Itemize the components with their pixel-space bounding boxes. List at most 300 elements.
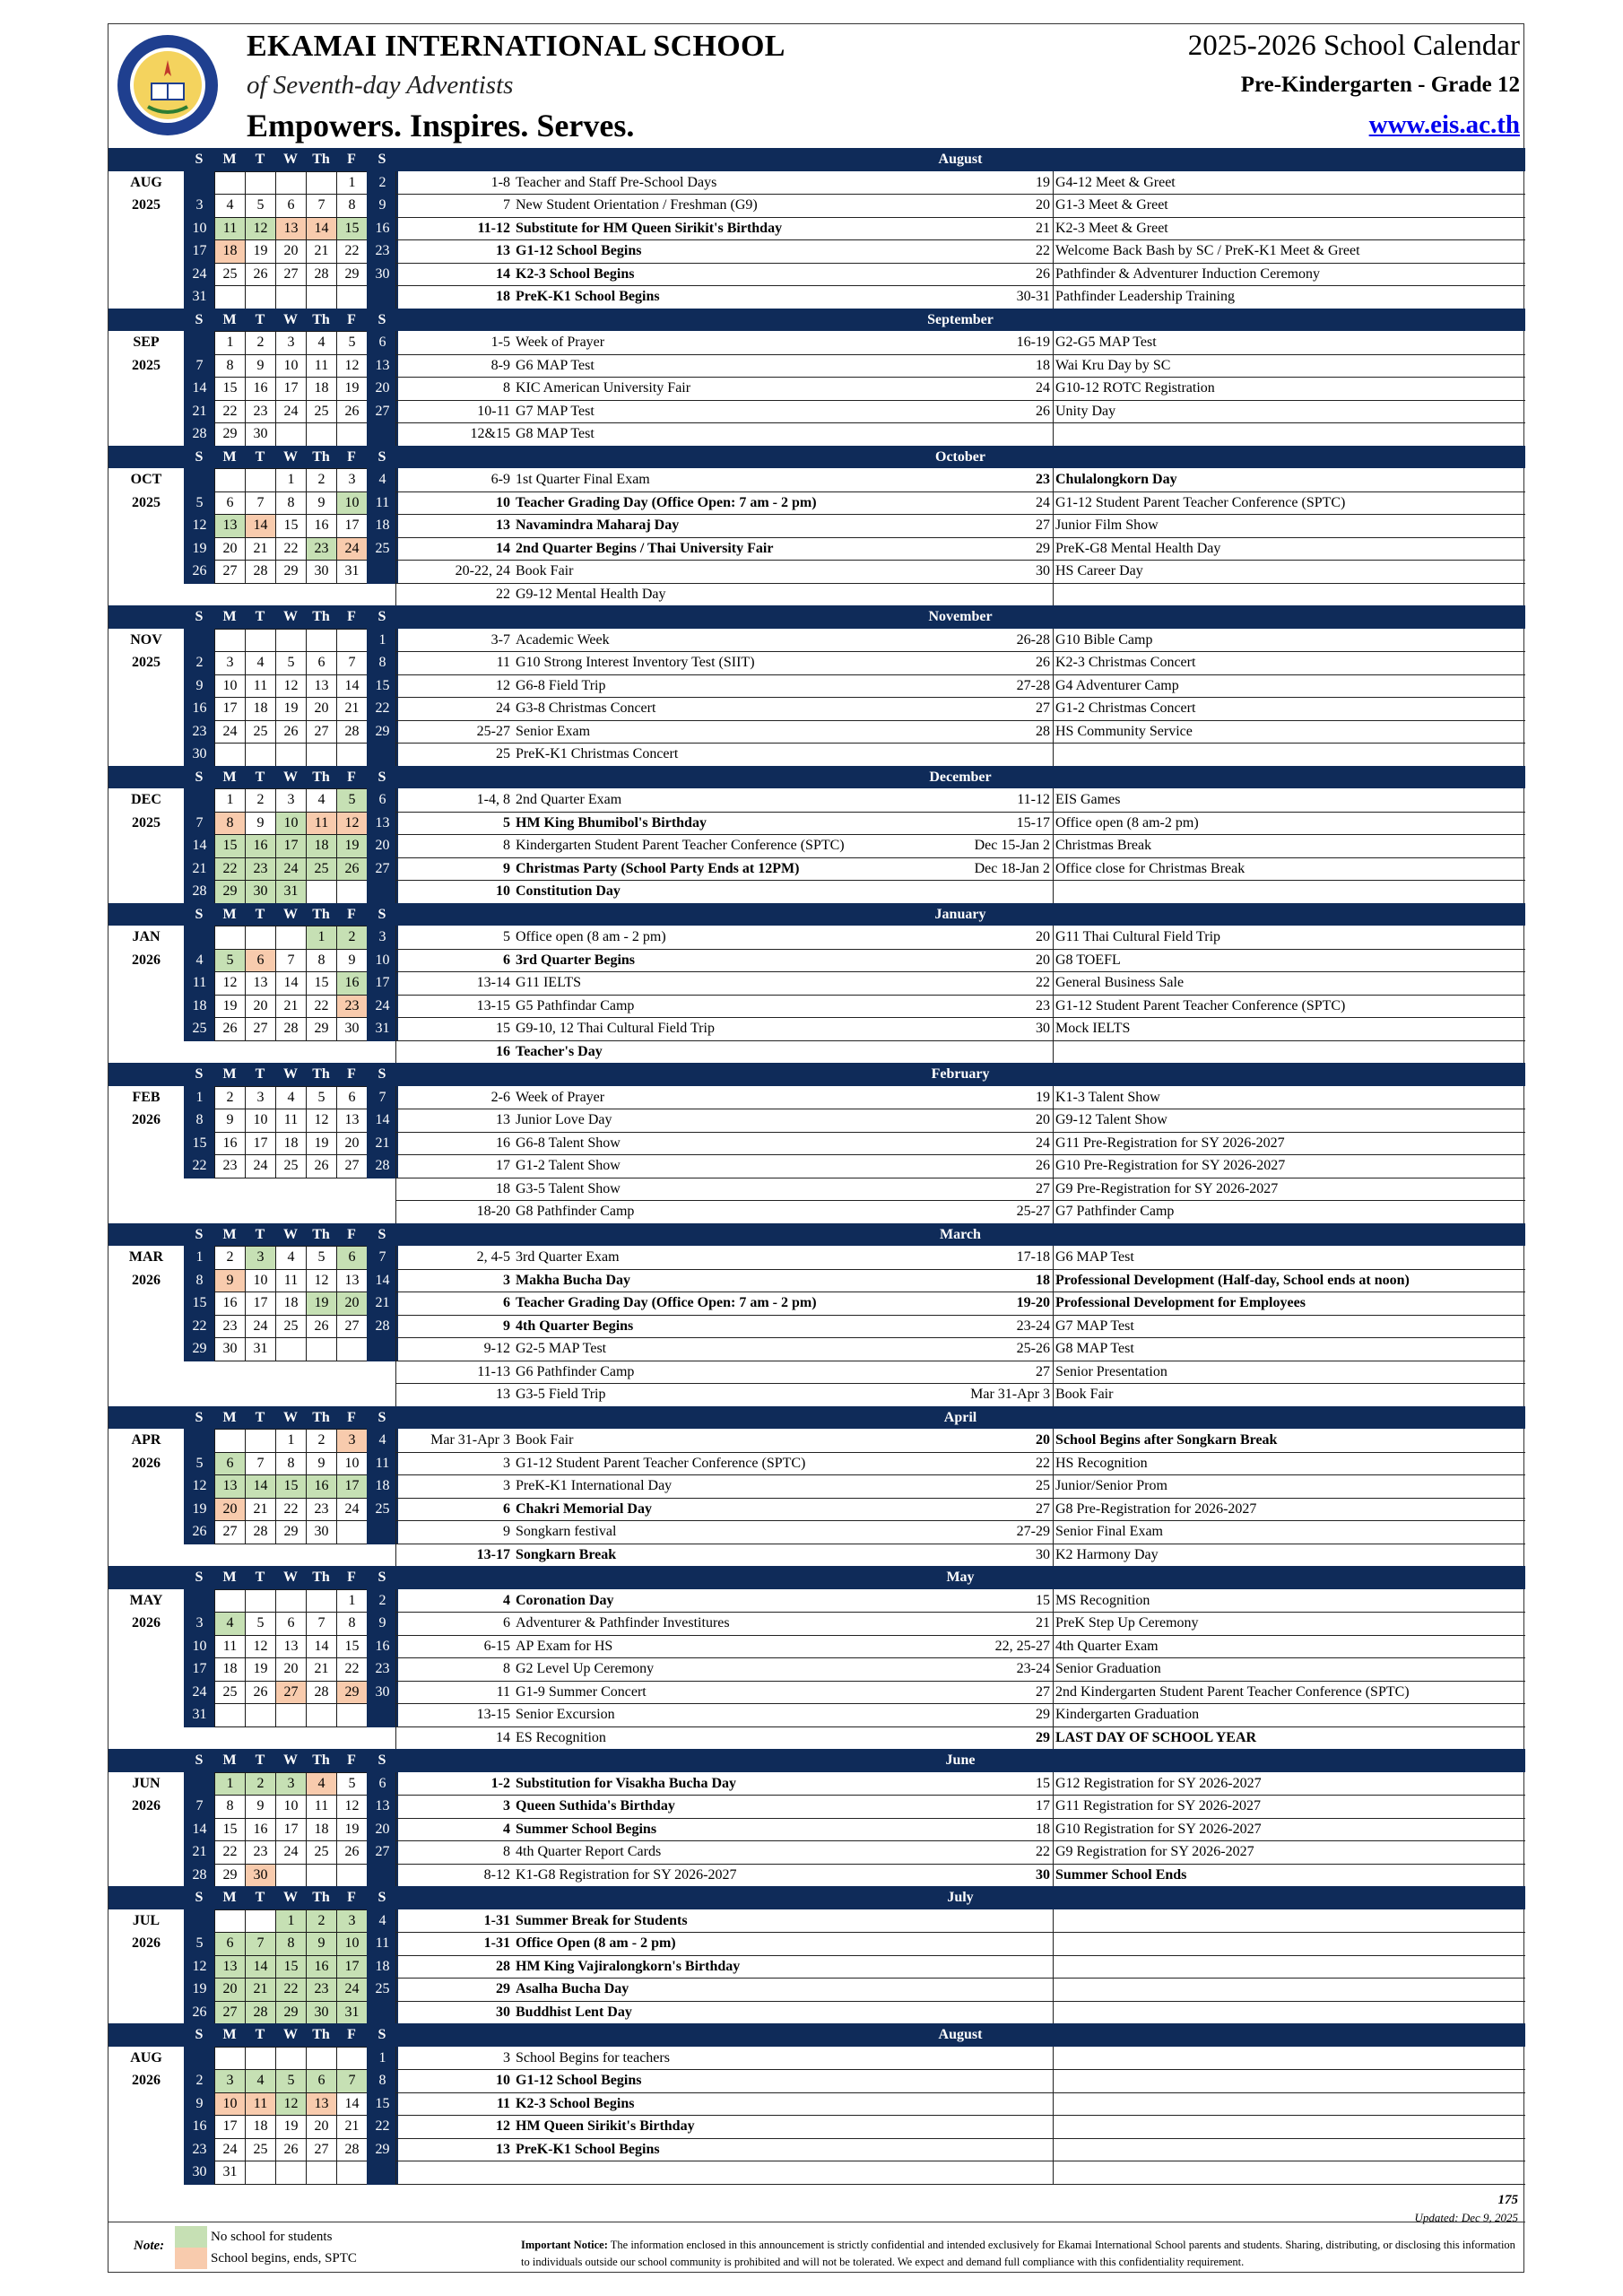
day-cell: 4	[367, 1909, 398, 1934]
right-event-date: 27	[1036, 1363, 1050, 1379]
left-event-text: 4th Quarter Report Cards	[516, 1844, 662, 1859]
day-cell: 16	[306, 1955, 337, 1979]
day-cell: 6	[214, 1932, 246, 1956]
day-cell: 7	[306, 1612, 337, 1636]
weekday-header: S	[195, 2027, 204, 2042]
right-event-date: 27-28	[1016, 677, 1050, 693]
day-cell: 10	[275, 1795, 307, 1819]
left-event-date: 8	[503, 1661, 510, 1676]
weekday-header: T	[255, 769, 265, 785]
month-section	[108, 1749, 1525, 1886]
day-cell: 23	[245, 857, 276, 882]
left-event-date: 18	[496, 289, 510, 304]
day-cell: 19	[336, 834, 368, 858]
day-cell: 20	[367, 1818, 398, 1842]
day-cell: 14	[336, 2092, 368, 2117]
day-cell: 12	[184, 1474, 215, 1499]
weekday-header: Th	[312, 1752, 330, 1768]
day-cell: 8	[184, 1269, 215, 1293]
weekday-header: Th	[312, 1890, 330, 1905]
day-cell	[275, 629, 307, 653]
weekday-header: M	[222, 311, 237, 327]
day-cell: 17	[275, 1818, 307, 1842]
day-cell: 3	[184, 1612, 215, 1636]
day-cell: 20	[306, 2115, 337, 2139]
month-title: April	[943, 1409, 977, 1425]
day-cell: 31	[245, 1337, 276, 1361]
day-cell: 19	[184, 1978, 215, 2002]
right-event-date: 27	[1036, 700, 1050, 716]
day-cell	[184, 331, 215, 355]
day-cell: 6	[306, 651, 337, 675]
right-event-date: 17	[1036, 1798, 1050, 1813]
weekday-header: F	[347, 1570, 356, 1585]
day-cell: 26	[214, 1017, 246, 1041]
left-event-text: Office open (8 am - 2 pm)	[516, 929, 666, 944]
right-event-date: 29	[1036, 540, 1050, 556]
day-cell: 7	[245, 491, 276, 516]
left-event-date: 5	[503, 814, 510, 831]
right-event-text: Professional Development for Employees	[1055, 1295, 1306, 1310]
day-cell	[275, 2047, 307, 2071]
left-event-text: G9-10, 12 Thai Cultural Field Trip	[516, 1021, 715, 1036]
day-cell: 19	[214, 995, 246, 1019]
day-cell: 10	[275, 354, 307, 378]
right-event-date: 17-18	[1016, 1249, 1050, 1265]
day-cell: 14	[367, 1269, 398, 1293]
left-event-text: 2nd Quarter Exam	[516, 792, 622, 807]
month-section	[108, 903, 1525, 1064]
event-row-line	[395, 2184, 1525, 2185]
day-cell: 5	[184, 1932, 215, 1956]
day-cell: 11	[275, 1269, 307, 1293]
weekday-header: W	[283, 1226, 298, 1242]
weekday-header: M	[222, 1226, 237, 1242]
left-event-date: 18-20	[476, 1204, 510, 1219]
day-cell: 11	[245, 2092, 276, 2117]
day-cell: 21	[184, 400, 215, 424]
day-cell: 9	[214, 1109, 246, 1133]
day-cell: 6	[336, 1246, 368, 1270]
day-cell	[245, 171, 276, 196]
day-cell: 23	[336, 995, 368, 1019]
weekday-header: S	[195, 152, 204, 167]
left-event-text: Academic Week	[516, 631, 610, 648]
day-cell: 5	[184, 1452, 215, 1476]
day-cell	[214, 468, 246, 492]
day-cell: 12	[275, 2092, 307, 2117]
day-cell: 31	[367, 1017, 398, 1041]
month-label: JAN	[132, 929, 161, 944]
day-cell: 14	[245, 514, 276, 538]
left-event-date: 2, 4-5	[476, 1249, 510, 1265]
day-cell: 22	[275, 1978, 307, 2002]
day-cell: 2	[306, 468, 337, 492]
left-event-date: 16	[496, 1135, 510, 1151]
left-event-text: PreK-K1 School Begins	[516, 2141, 660, 2157]
weekday-header: Th	[312, 609, 330, 624]
day-cell: 30	[184, 2161, 215, 2185]
day-cell: 30	[245, 880, 276, 904]
day-cell: 9	[245, 1795, 276, 1819]
grade-range: Pre-Kindergarten - Grade 12	[1240, 73, 1520, 97]
day-cell: 12	[245, 217, 276, 241]
day-cell	[367, 2161, 398, 2185]
day-cell	[245, 285, 276, 309]
day-cell: 24	[275, 400, 307, 424]
day-cell: 2	[184, 651, 215, 675]
school-motto: Empowers. Inspires. Serves.	[247, 108, 635, 144]
day-cell: 7	[367, 1246, 398, 1270]
weekday-header: F	[347, 769, 356, 785]
right-event-date: 25-26	[1016, 1341, 1050, 1356]
left-event-text: Teacher's Day	[516, 1043, 603, 1059]
left-event-text: 2nd Quarter Begins / Thai University Fair	[516, 540, 774, 556]
weekday-header: F	[347, 1890, 356, 1905]
legend-green-label: No school for students	[211, 2230, 333, 2244]
day-cell: 30	[367, 263, 398, 287]
left-event-date: 16	[496, 1043, 510, 1059]
day-cell: 17	[245, 1292, 276, 1316]
event-column-divider	[1053, 171, 1054, 309]
day-cell: 18	[367, 514, 398, 538]
right-event-date: Dec 15-Jan 2	[974, 838, 1050, 853]
weekday-header: S	[378, 311, 386, 327]
weekday-header: S	[378, 1226, 386, 1242]
left-event-date: 14	[496, 265, 510, 282]
left-event-text: G6 Pathfinder Camp	[516, 1363, 635, 1379]
day-cell: 29	[214, 1864, 246, 1888]
day-cell: 21	[245, 1978, 276, 2002]
day-cell	[214, 285, 246, 309]
month-label: MAR	[128, 1249, 164, 1265]
day-cell: 15	[275, 1955, 307, 1979]
day-cell: 10	[184, 1635, 215, 1659]
month-year: 2025	[132, 655, 161, 670]
day-cell: 3	[214, 651, 246, 675]
confidentiality-notice	[521, 2237, 1518, 2271]
legend-note-label: Note:	[134, 2239, 165, 2253]
weekday-header: Th	[312, 1066, 330, 1082]
day-cell: 7	[336, 2069, 368, 2093]
right-event-date: 27	[1036, 1500, 1050, 1517]
right-event-text: LAST DAY OF SCHOOL YEAR	[1055, 1729, 1257, 1745]
day-cell: 17	[275, 377, 307, 401]
left-event-date: 8	[503, 838, 510, 853]
left-event-date: 4	[503, 1821, 510, 1837]
month-header-bar	[108, 1886, 1525, 1909]
day-cell: 26	[184, 1520, 215, 1544]
right-event-date: Dec 18-Jan 2	[974, 860, 1050, 876]
day-cell: 27	[336, 1154, 368, 1178]
left-event-text: 1st Quarter Final Exam	[516, 472, 650, 487]
day-cell: 1	[367, 2047, 398, 2071]
month-title: November	[928, 609, 993, 624]
day-cell: 19	[245, 239, 276, 264]
right-event-text: G7 MAP Test	[1055, 1318, 1134, 1334]
day-cell: 1	[275, 468, 307, 492]
left-event-date: 3	[503, 1272, 510, 1288]
right-event-text: Christmas Break	[1055, 838, 1152, 853]
weekday-header: Th	[312, 769, 330, 785]
left-event-text: Makha Bucha Day	[516, 1272, 631, 1288]
day-cell: 10	[245, 1269, 276, 1293]
day-cell: 24	[336, 1978, 368, 2002]
weekday-header: M	[222, 1409, 237, 1425]
right-event-text: G1-3 Meet & Greet	[1055, 197, 1168, 213]
day-cell: 22	[184, 1315, 215, 1339]
left-event-date: 11	[496, 2095, 510, 2111]
month-year: 2025	[132, 494, 161, 510]
month-year: 2026	[132, 1272, 161, 1288]
day-cell	[214, 171, 246, 196]
day-cell: 7	[184, 1795, 215, 1819]
left-event-text: Constitution Day	[516, 883, 621, 899]
month-header-bar	[108, 1749, 1525, 1772]
day-cell: 5	[275, 651, 307, 675]
weekday-header: M	[222, 152, 237, 167]
day-cell: 29	[275, 2001, 307, 2025]
right-event-text: G12 Registration for SY 2026-2027	[1055, 1775, 1262, 1791]
left-event-text: Substitution for Visakha Bucha Day	[516, 1775, 736, 1791]
day-cell: 2	[214, 1086, 246, 1110]
day-cell	[184, 1589, 215, 1613]
day-cell	[245, 1589, 276, 1613]
day-cell: 26	[184, 560, 215, 584]
day-cell: 4	[275, 1086, 307, 1110]
day-cell: 6	[336, 1086, 368, 1110]
left-event-date: 25-27	[476, 723, 510, 739]
day-cell: 29	[214, 880, 246, 904]
weekday-header: M	[222, 2027, 237, 2042]
day-cell: 16	[245, 377, 276, 401]
left-event-date: 12&15	[470, 426, 510, 441]
day-cell: 3	[245, 1246, 276, 1270]
day-cell: 6	[214, 491, 246, 516]
left-event-text: G6-8 Talent Show	[516, 1135, 621, 1151]
left-event-text: G1-12 School Begins	[516, 2073, 642, 2088]
left-event-date: 3	[503, 1798, 510, 1813]
weekday-header: S	[378, 1066, 386, 1082]
day-cell: 11	[367, 1452, 398, 1476]
left-event-date: 5	[503, 929, 510, 944]
right-event-date: 15-17	[1016, 814, 1050, 831]
event-column-divider	[1053, 788, 1054, 903]
day-cell: 13	[245, 971, 276, 996]
right-event-date: 30	[1036, 1546, 1050, 1562]
month-header-bar	[108, 309, 1525, 332]
legend-orange-swatch	[175, 2248, 207, 2269]
day-cell: 2	[306, 1909, 337, 1934]
day-cell: 19	[184, 537, 215, 561]
day-cell: 23	[184, 720, 215, 744]
day-cell: 18	[306, 1818, 337, 1842]
right-event-date: 11-12	[1017, 792, 1050, 807]
weekday-header: T	[255, 1752, 265, 1768]
month-header-bar	[108, 1223, 1525, 1247]
month-label: AUG	[130, 174, 162, 190]
right-event-text: G1-12 Student Parent Teacher Conference (SPTC)	[1055, 997, 1346, 1013]
day-cell: 11	[367, 1932, 398, 1956]
left-event-text: G1-12 Student Parent Teacher Conference (SPTC)	[516, 1455, 806, 1471]
weekday-header: F	[347, 609, 356, 624]
weekday-header: W	[283, 1066, 298, 1082]
day-cell: 5	[275, 2069, 307, 2093]
weekday-header: W	[283, 609, 298, 624]
weekday-header: Th	[312, 906, 330, 922]
day-cell: 21	[336, 697, 368, 721]
left-event-date: 6-9	[490, 472, 510, 487]
day-cell: 27	[245, 1017, 276, 1041]
left-event-text: Summer School Begins	[516, 1821, 657, 1837]
day-cell: 5	[306, 1246, 337, 1270]
day-cell: 8	[275, 1932, 307, 1956]
day-cell: 27	[214, 2001, 246, 2025]
day-cell: 9	[184, 2092, 215, 2117]
right-event-date: 27	[1036, 517, 1050, 533]
left-event-text: New Student Orientation / Freshman (G9)	[516, 197, 758, 213]
day-cell: 28	[367, 1315, 398, 1339]
day-cell: 21	[245, 537, 276, 561]
day-cell: 9	[306, 1452, 337, 1476]
day-cell: 6	[245, 949, 276, 973]
day-cell: 12	[184, 514, 215, 538]
day-cell: 23	[367, 239, 398, 264]
day-cell: 6	[275, 194, 307, 218]
month-header-bar	[108, 1566, 1525, 1589]
day-cell: 31	[275, 880, 307, 904]
day-cell	[184, 468, 215, 492]
right-event-date: 27-29	[1016, 1524, 1050, 1539]
day-cell: 2	[367, 1589, 398, 1613]
day-cell: 31	[336, 2001, 368, 2025]
right-event-date: 25-27	[1016, 1204, 1050, 1219]
event-column-divider	[1053, 926, 1054, 1063]
weekday-header: F	[347, 1409, 356, 1425]
month-header-bar	[108, 148, 1525, 171]
weekday-header: F	[347, 1226, 356, 1242]
left-event-date: 1-31	[483, 1912, 510, 1928]
day-cell: 25	[367, 1978, 398, 2002]
weekday-header: S	[378, 1570, 386, 1585]
month-section	[108, 2023, 1525, 2184]
website-link[interactable]: www.eis.ac.th	[1368, 110, 1520, 139]
day-cell: 12	[275, 674, 307, 699]
month-section	[108, 605, 1525, 766]
event-column-divider	[1053, 331, 1054, 446]
day-cell	[214, 629, 246, 653]
day-cell: 26	[336, 857, 368, 882]
weekday-header: Th	[312, 448, 330, 465]
month-header-bar	[108, 1063, 1525, 1086]
event-column-divider	[1053, 1429, 1054, 1566]
day-cell: 28	[245, 2001, 276, 2025]
right-event-text: G1-12 Student Parent Teacher Conference (SPTC)	[1055, 494, 1346, 510]
month-title: January	[934, 906, 986, 922]
day-cell: 11	[367, 491, 398, 516]
day-cell: 4	[245, 2069, 276, 2093]
right-event-date: 22	[1036, 1844, 1050, 1859]
weekday-header: S	[378, 448, 386, 465]
day-cell: 12	[336, 1795, 368, 1819]
month-label: JUL	[132, 1912, 161, 1928]
left-event-text: AP Exam for HS	[516, 1638, 613, 1654]
day-cell: 30	[306, 1520, 337, 1544]
left-event-date: 6	[503, 1295, 510, 1310]
right-event-date: 30	[1036, 1021, 1050, 1036]
day-cell: 17	[336, 1955, 368, 1979]
weekday-header: S	[378, 152, 386, 167]
day-cell: 23	[245, 1840, 276, 1865]
left-event-date: 6	[503, 1500, 510, 1517]
right-event-date: 27	[1036, 1180, 1050, 1196]
weekday-header: M	[222, 769, 237, 785]
day-cell: 7	[336, 651, 368, 675]
day-cell: 28	[184, 422, 215, 447]
right-event-text: EIS Games	[1055, 792, 1121, 807]
left-event-date: 10	[496, 883, 510, 899]
day-cell: 4	[306, 788, 337, 813]
day-cell: 18	[245, 697, 276, 721]
event-column-divider	[1053, 1772, 1054, 1887]
day-cell: 19	[275, 2115, 307, 2139]
day-cell: 18	[184, 995, 215, 1019]
left-event-text: HM Queen Sirikit's Birthday	[516, 2118, 695, 2134]
day-cell: 2	[184, 2069, 215, 2093]
day-cell: 1	[184, 1246, 215, 1270]
right-event-text: K2-3 Meet & Greet	[1055, 220, 1168, 236]
day-cell: 19	[306, 1132, 337, 1156]
day-cell: 14	[306, 1635, 337, 1659]
day-cell: 20	[245, 995, 276, 1019]
right-event-date: 22	[1036, 243, 1050, 258]
day-cell: 14	[306, 217, 337, 241]
right-event-text: G11 Registration for SY 2026-2027	[1055, 1798, 1262, 1813]
day-cell	[245, 926, 276, 950]
month-title: February	[931, 1066, 990, 1082]
day-cell: 17	[184, 1657, 215, 1682]
left-event-text: Office Open (8 am - 2 pm)	[516, 1935, 676, 1951]
day-cell: 31	[214, 2161, 246, 2185]
day-cell	[275, 171, 307, 196]
day-cell: 25	[214, 263, 246, 287]
day-cell: 3	[214, 2069, 246, 2093]
left-event-text: G5 Pathfindar Camp	[516, 997, 635, 1013]
right-event-date: 19	[1036, 174, 1050, 190]
left-event-text: Queen Suthida's Birthday	[516, 1798, 675, 1813]
day-cell	[245, 1909, 276, 1934]
day-cell	[184, 2047, 215, 2071]
day-cell: 17	[367, 971, 398, 996]
day-cell	[275, 743, 307, 767]
weekday-header: T	[255, 311, 265, 327]
day-cell: 9	[245, 812, 276, 836]
day-cell	[275, 1337, 307, 1361]
day-cell: 20	[275, 239, 307, 264]
weekday-header: S	[378, 2027, 386, 2042]
right-event-text: Junior/Senior Prom	[1055, 1478, 1167, 1493]
day-cell: 1	[336, 1589, 368, 1613]
right-event-text: Mock IELTS	[1055, 1021, 1131, 1036]
day-cell: 28	[306, 263, 337, 287]
day-cell: 1	[367, 629, 398, 653]
day-cell: 16	[214, 1292, 246, 1316]
weekday-header: W	[283, 906, 298, 922]
day-cell: 30	[306, 2001, 337, 2025]
day-cell: 21	[367, 1132, 398, 1156]
notice-text: The information enclosed in this announcement is strictly confidential and intended exclusively for Ekamai International School parents and students. Sharing, distributing, or disclosing this information to individuals outside our school community is prohibited and will not be tolerated. We expect and demand full compliance with this confidentiality requirement.	[521, 2239, 1515, 2268]
day-cell: 1	[275, 1909, 307, 1934]
